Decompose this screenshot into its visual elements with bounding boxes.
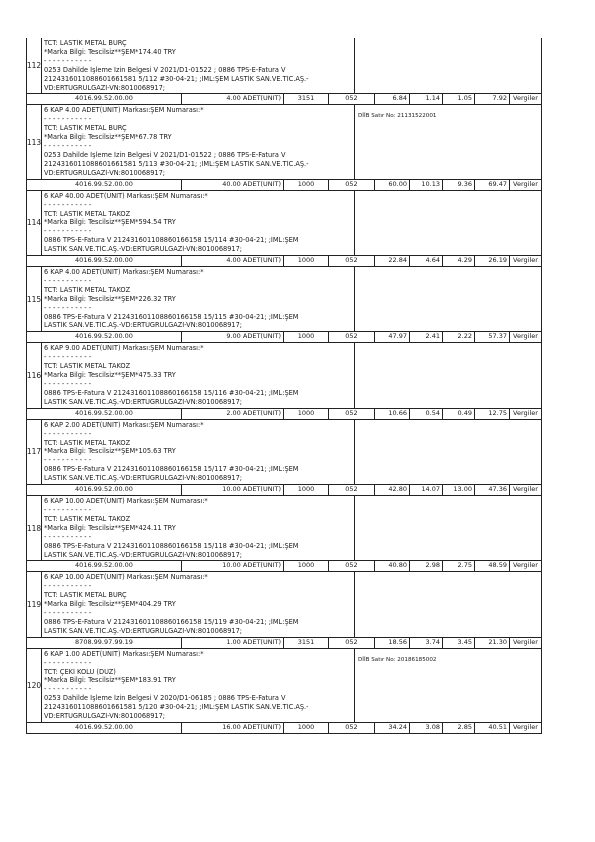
diib-line-number [355,343,541,407]
diib-line-number [355,420,541,484]
taxes-label-cell: Vergiler [513,561,538,570]
value-4-cell: 21.30 [475,638,510,648]
item-number: 120 [27,649,42,722]
origin-code-cell: 3151 [284,638,329,648]
customs-declaration-page [26,38,542,734]
item-description [42,496,355,560]
taxes-label-cell: Vergiler [513,179,538,188]
description-line: 6 KAP 4.00 ADET(UNIT) Markası:ŞEM Numarası:* [44,106,204,115]
tariff-code-cell: 4016.99.52.00.00 [27,561,182,571]
description-line: VD:ERTUGRULGAZİ-VN:8010068917; [44,83,166,92]
description-line: LASTİK SAN.VE.TİC.AŞ.-VD:ERTUGRULGAZİ-VN:8010068917; [44,397,243,406]
quantity-cell: 1.00 ADET(UNIT) [182,638,284,648]
item-description [42,267,355,331]
diib-line-number: DİİB Satır No: 20186185002 [358,656,437,663]
description-line: 0253 Dahilde İşleme İzin Belgesi V 2021/D1-01522 ; 0886 TPS-E-Fatura V [44,150,286,159]
description-line: - - - - - - - - - - - [44,353,92,362]
description-line: - - - - - - - - - - - [44,658,92,667]
taxes-label-cell: Vergiler [513,332,538,341]
description-line: 0253 Dahilde İşleme İzin Belgesi V 2021/D1-01522 ; 0886 TPS-E-Fatura V [44,65,286,74]
origin-code-cell: 1000 [284,332,329,342]
item-description [42,343,355,407]
quantity-cell: 10.00 ADET(UNIT) [182,485,284,495]
origin-code-cell: 3151 [284,94,329,104]
origin-code-cell: 1000 [284,180,329,190]
tariff-code-cell: 4016.99.52.00.00 [27,94,182,104]
description-line: *Marka Bilgi: Tescilsiz**ŞEM*475.33 TRY [44,371,176,380]
value-2-cell: 4.64 [410,256,443,266]
item-description-block [26,420,542,484]
value-4-cell: 47.36 [475,485,510,495]
value-3-cell: 3.45 [443,638,475,648]
description-line: 6 KAP 40.00 ADET(UNIT) Markası:ŞEM Numarası:* [44,191,208,200]
description-line: LASTİK SAN.VE.TİC.AŞ.-VD:ERTUGRULGAZİ-VN:8010068917; [44,550,243,559]
item-number: 118 [27,496,42,560]
description-line: LASTİK SAN.VE.TİC.AŞ.-VD:ERTUGRULGAZİ-VN:8010068917; [44,626,243,635]
description-line: - - - - - - - - - - - [44,303,92,312]
diib-line-number [355,572,541,636]
description-line: 2124316011088601661581 5/112 #30-04-21; ;İML:ŞEM LASTİK SAN.VE.TİC.AŞ.- [44,74,309,83]
value-3-cell: 2.22 [443,332,475,342]
description-line: TCT: LASTİK METAL TAKOZ [44,285,131,294]
value-2-cell: 2.41 [410,332,443,342]
description-line: 6 KAP 1.00 ADET(UNIT) Markası:ŞEM Numarası:* [44,649,204,658]
description-line: - - - - - - - - - - - [44,582,92,591]
description-line: TCT: LASTİK METAL BURÇ [44,591,127,600]
country-code-cell: 052 [329,256,375,266]
value-2-cell: 3.74 [410,638,443,648]
description-line: - - - - - - - - - - - [44,227,92,236]
diib-line-number [355,38,541,93]
country-code-cell: 052 [329,723,375,733]
description-line: *Marka Bilgi: Tescilsiz**ŞEM*105.63 TRY [44,447,176,456]
description-line: 6 KAP 9.00 ADET(UNIT) Markası:ŞEM Numarası:* [44,344,204,353]
origin-code-cell: 1000 [284,561,329,571]
description-line: 2124316011088601661581 5/120 #30-04-21; ;İML:ŞEM LASTİK SAN.VE.TİC.AŞ.- [44,703,309,712]
description-line: 0253 Dahilde İşleme İzin Belgesi V 2020/D1-06185 ; 0886 TPS-E-Fatura V [44,694,286,703]
description-line: - - - - - - - - - - - [44,456,92,465]
description-line: 0886 TPS-E-Fatura V 212431601108860166158 15/119 #30-04-21; ;İML:ŞEM [44,617,299,626]
description-line: 2124316011088601661581 5/113 #30-04-21; ;İML:ŞEM LASTİK SAN.VE.TİC.AŞ.- [44,159,309,168]
origin-code-cell: 1000 [284,485,329,495]
description-line: TCT: ÇEKİ KOLU (DÜZ) [44,667,116,676]
description-line: - - - - - - - - - - - [44,380,92,388]
tariff-code-cell: 4016.99.52.00.00 [27,332,182,342]
value-2-cell: 2.98 [410,561,443,571]
value-3-cell: 2.75 [443,561,475,571]
description-line: - - - - - - - - - - - [44,429,92,438]
value-4-cell: 26.19 [475,256,510,266]
description-line: - - - - - - - - - - - [44,532,92,541]
origin-code-cell: 1000 [284,256,329,266]
item-block [26,38,542,105]
value-4-cell: 69.47 [475,180,510,190]
value-1-cell: 6.84 [375,94,410,104]
item-description-block [26,572,542,636]
country-code-cell: 052 [329,485,375,495]
item-block [26,420,542,496]
description-line: - - - - - - - - - - - [44,56,92,65]
tariff-code-cell: 4016.99.52.00.00 [27,256,182,266]
description-line: - - - - - - - - - - - [44,685,92,694]
item-description-block [26,496,542,560]
description-line: 6 KAP 10.00 ADET(UNIT) Markası:ŞEM Numarası:* [44,573,208,582]
description-line: LASTİK SAN.VE.TİC.AŞ.-VD:ERTUGRULGAZİ-VN:8010068917; [44,474,243,483]
description-line: 0886 TPS-E-Fatura V 212431601108860166158 15/116 #30-04-21; ;İML:ŞEM [44,388,299,397]
origin-code-cell: 1000 [284,409,329,419]
description-line: 6 KAP 4.00 ADET(UNIT) Markası:ŞEM Numarası:* [44,268,204,277]
diib-line-number [355,267,541,331]
diib-line-number [355,496,541,560]
quantity-cell: 2.00 ADET(UNIT) [182,409,284,419]
description-line: TCT: LASTİK METAL TAKOZ [44,438,131,447]
value-1-cell: 60.00 [375,180,410,190]
item-description-block [26,267,542,331]
country-code-cell: 052 [329,180,375,190]
tariff-row [26,722,542,734]
item-description [42,572,355,636]
description-line: - - - - - - - - - - - [44,142,92,151]
tariff-row [26,255,542,267]
description-line: TCT: LASTİK METAL TAKOZ [44,514,131,523]
value-3-cell: 13.00 [443,485,475,495]
value-1-cell: 42.80 [375,485,410,495]
value-4-cell: 40.51 [475,723,510,733]
value-2-cell: 1.14 [410,94,443,104]
country-code-cell: 052 [329,332,375,342]
description-line: 6 KAP 10.00 ADET(UNIT) Markası:ŞEM Numarası:* [44,497,208,506]
tariff-row [26,408,542,420]
quantity-cell: 9.00 ADET(UNIT) [182,332,284,342]
origin-code-cell: 1000 [284,723,329,733]
quantity-cell: 4.00 ADET(UNIT) [182,94,284,104]
item-description [42,191,355,255]
description-line: - - - - - - - - - - - [44,200,92,209]
item-description-block [26,105,542,178]
value-2-cell: 14.07 [410,485,443,495]
value-1-cell: 10.66 [375,409,410,419]
item-number: 112 [27,38,42,93]
tariff-row [26,331,542,343]
description-line: - - - - - - - - - - - [44,609,92,618]
item-description [42,649,355,722]
item-block [26,267,542,343]
item-description-block [26,38,542,93]
description-line: - - - - - - - - - - - [44,505,92,514]
tariff-code-cell: 4016.99.52.00.00 [27,485,182,495]
description-line: *Marka Bilgi: Tescilsiz**ŞEM*404.29 TRY [44,600,176,609]
taxes-label-cell: Vergiler [513,256,538,265]
country-code-cell: 052 [329,409,375,419]
tariff-row [26,179,542,191]
value-3-cell: 4.29 [443,256,475,266]
description-line: 0886 TPS-E-Fatura V 212431601108860166158 15/118 #30-04-21; ;İML:ŞEM [44,541,299,550]
taxes-label-cell: Vergiler [513,637,538,646]
item-block [26,191,542,267]
tariff-code-cell: 4016.99.52.00.00 [27,723,182,733]
item-description [42,420,355,484]
description-line: *Marka Bilgi: Tescilsiz**ŞEM*424.11 TRY [44,523,176,532]
description-line: 0886 TPS-E-Fatura V 212431601108860166158 15/115 #30-04-21; ;İML:ŞEM [44,312,299,321]
item-block [26,496,542,572]
description-line: 0886 TPS-E-Fatura V 212431601108860166158 15/114 #30-04-21; ;İML:ŞEM [44,236,299,245]
value-2-cell: 3.08 [410,723,443,733]
value-2-cell: 0.54 [410,409,443,419]
item-number: 116 [27,343,42,407]
country-code-cell: 052 [329,561,375,571]
tariff-row [26,484,542,496]
description-line: TCT: LASTİK METAL TAKOZ [44,362,131,371]
country-code-cell: 052 [329,94,375,104]
tariff-row [26,93,542,105]
value-4-cell: 57.37 [475,332,510,342]
quantity-cell: 40.00 ADET(UNIT) [182,180,284,190]
value-4-cell: 7.92 [475,94,510,104]
item-block [26,343,542,419]
value-3-cell: 9.36 [443,180,475,190]
value-3-cell: 2.85 [443,723,475,733]
taxes-label-cell: Vergiler [513,485,538,494]
value-3-cell: 1.05 [443,94,475,104]
taxes-label-cell: Vergiler [513,408,538,417]
taxes-label-cell: Vergiler [513,723,538,731]
item-number: 115 [27,267,42,331]
description-line: 6 KAP 2.00 ADET(UNIT) Markası:ŞEM Numarası:* [44,420,204,429]
description-line: LASTİK SAN.VE.TİC.AŞ.-VD:ERTUGRULGAZİ-VN:8010068917; [44,321,243,330]
taxes-label-cell: Vergiler [513,94,538,103]
diib-line-number [355,191,541,255]
description-line: - - - - - - - - - - - [44,115,92,124]
description-line: LASTİK SAN.VE.TİC.AŞ.-VD:ERTUGRULGAZİ-VN:8010068917; [44,245,243,254]
value-1-cell: 34.24 [375,723,410,733]
description-line: *Marka Bilgi: Tescilsiz**ŞEM*226.32 TRY [44,294,176,303]
description-line: TCT: LASTİK METAL BURÇ [44,124,127,133]
diib-line-number: DİİB Satır No: 21131522001 [358,113,437,120]
item-description [42,105,355,178]
item-description [42,38,355,93]
tariff-code-cell: 4016.99.52.00.00 [27,409,182,419]
quantity-cell: 16.00 ADET(UNIT) [182,723,284,733]
tariff-code-cell: 4016.99.52.00.00 [27,180,182,190]
description-line: VD:ERTUGRULGAZİ-VN:8010068917; [44,168,166,177]
item-number: 113 [27,105,42,178]
item-block [26,649,542,734]
value-3-cell: 0.49 [443,409,475,419]
item-number: 119 [27,572,42,636]
tariff-row [26,560,542,572]
item-number: 114 [27,191,42,255]
item-number: 117 [27,420,42,484]
description-line: TCT: LASTİK METAL BURÇ [44,39,127,47]
value-1-cell: 40.80 [375,561,410,571]
description-line: VD:ERTUGRULGAZİ-VN:8010068917; [44,712,166,721]
country-code-cell: 052 [329,638,375,648]
tariff-row [26,637,542,649]
description-line: - - - - - - - - - - - [44,276,92,285]
value-1-cell: 47.97 [375,332,410,342]
quantity-cell: 4.00 ADET(UNIT) [182,256,284,266]
item-description-block [26,649,542,722]
value-1-cell: 22.84 [375,256,410,266]
item-block [26,572,542,648]
item-block [26,105,542,190]
value-1-cell: 18.56 [375,638,410,648]
description-line: *Marka Bilgi: Tescilsiz**ŞEM*183.91 TRY [44,676,176,685]
description-line: *Marka Bilgi: Tescilsiz**ŞEM*174.40 TRY [44,47,176,56]
value-2-cell: 10.13 [410,180,443,190]
item-description-block [26,343,542,407]
value-4-cell: 48.59 [475,561,510,571]
description-line: *Marka Bilgi: Tescilsiz**ŞEM*594.54 TRY [44,218,176,227]
quantity-cell: 10.00 ADET(UNIT) [182,561,284,571]
description-line: 0886 TPS-E-Fatura V 212431601108860166158 15/117 #30-04-21; ;İML:ŞEM [44,465,299,474]
tariff-code-cell: 8708.99.97.99.19 [27,638,182,648]
description-line: *Marka Bilgi: Tescilsiz**ŞEM*67.78 TRY [44,133,172,142]
description-line: TCT: LASTİK METAL TAKOZ [44,209,131,218]
value-4-cell: 12.75 [475,409,510,419]
item-description-block [26,191,542,255]
